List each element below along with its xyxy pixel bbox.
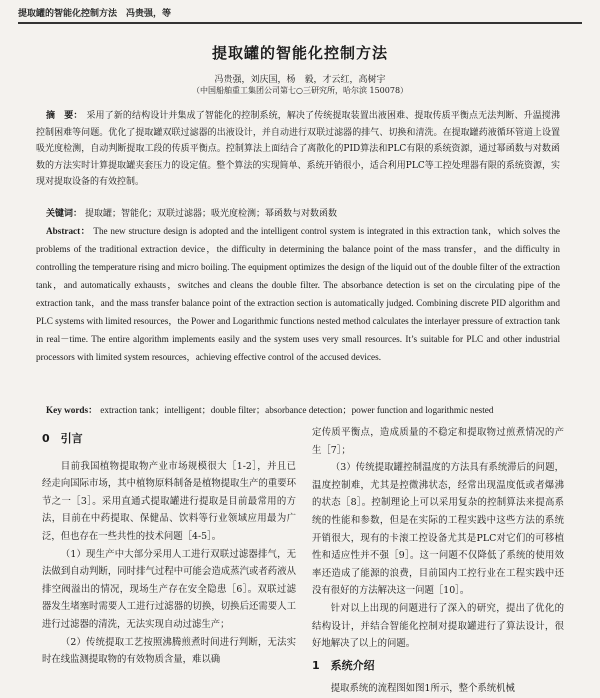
keywords-en-text: extraction tank；intelligent；double filter；absorbance detection；power function and logarithmic nested: [100, 405, 494, 415]
running-header: 提取罐的智能化控制方法 冯贵强，等: [18, 6, 582, 24]
system-paragraph-1: 提取系统的流程图如图1所示，整个系统机械: [330, 683, 515, 695]
intro-paragraph-1: 目前我国植物提取物产业市场规模很大［1-2］，并且已经走向国际市场，其中植物原料制备是植物提取生产的重要环节之一［3］。采用直通式提取罐进行提取是目前最常用的方法，目前在中药提取、保健品、饮料等行业领域应用最为广泛，但也存在一些共性的技术问题［4-5］。: [42, 460, 296, 542]
abstract-cn-label: 摘 要：: [46, 111, 83, 121]
paper-title: 提取罐的智能化控制方法: [211, 44, 388, 62]
intro-paragraph-3: （2）传统提取工艺按照沸腾煎煮时间进行判断，无法实时在线监测提取物的有效物质含量，难以确: [42, 636, 296, 666]
abstract-cn-text: 采用了新的结构设计并集成了智能化的控制系统，解决了传统提取装置出液困难、提取传质平衡点无法判断、升温搅沸控制困难等问题。优化了提取罐双联过滤器的出液设计，并自动进行双联过滤器的排气、切换和清洗。在提取罐药液循环管道上设置吸光度检测，自动判断提取工段的传质平衡点。控制算法上面结合了离散化的PID算法和PLC有限的系统资源，通过幂函数与对数函数的方法实时计算提取罐夹套压力的设定值。整个算法的实现简单、系统开销很小，适合利用PLC等工控处理器有限的系统资源，实现对提取设备的有效控制。: [36, 111, 560, 187]
section-heading-system: 1 系统介绍: [312, 658, 375, 672]
authors: 冯贵强，刘庆国，杨 毅，才云红，高树宇: [214, 75, 386, 85]
body-right-column: [312, 424, 564, 698]
keywords-cn-text: 提取罐；智能化；双联过滤器；吸光度检测；幂函数与对数函数: [85, 209, 338, 219]
keywords-en-label: Key words：: [46, 405, 98, 415]
intro-paragraph-2: （1）现生产中大部分采用人工进行双联过滤器排气，无法做到自动判断，同时排气过程中可能会造成蒸汽或者药液从排空阀溢出的情况，现场生产存在安全隐患［6］。双联过滤器发生堵塞时需要人工进行过滤器的切换，切换后还需要人工进行过滤器的清洗，无法实现自动过滤生产；: [42, 548, 296, 630]
affiliation: （中国船舶重工集团公司第七○三研究所，哈尔滨 150078）: [191, 86, 409, 95]
abstract-en: [36, 222, 560, 366]
intro-paragraph-4: （3）传统提取罐控制温度的方法具有系统滞后的问题，温度控制难，尤其是控微沸状态，经常出现温度低或者爆沸的状态［8］。控制理论上可以采用复杂的控制算法来提高系统的性能和参数，但是在实际的工程实践中这些方法的系统开销很大，现有的卡滚工控设备尤其是PLC对它们的可移植性和适应性并不强［9］。这一问题不仅降低了系统的使用效率还造成了能源的浪费，目前国内工控行业在工程实践中还没有很好的方法解决这一问题［10］。: [312, 462, 564, 597]
keywords-en: [36, 402, 560, 418]
intro-paragraph-5: 针对以上出现的问题进行了深入的研究，提出了优化的结构设计，并结合智能化控制对提取罐进行了算法设计，很好地解决了以上的问题。: [312, 602, 564, 650]
abstract-en-text: The new structure design is adopted and the intelligent control system is integrated in this extraction tank，which solves the problems of the traditional extraction device，the difficulty in determining the balance point of the mass transfer，and the difficulty in controlling the temperature rising and micro boiling. The equipment optimizes the design of the liquid out of the double filter of the extraction tank，and automatically exhausts，switches and cleans the double filter. The absorbance detection is set on the circulating pipe of the extraction tank，and the mass transfer balance point of the extraction section is automatically judged. Combining discrete PID algorithm and PLC systems with limited resources，the Power and Logarithmic functions nested method calculates the interlayer pressure of extraction tank in real－time. The entire algorithm implements easily and the system uses very small resources. It’s suitable for PLC and other industrial processors with limited system resources，achieving effective control of the accused devices.: [36, 226, 560, 362]
intro-paragraph-3-continued: 定传质平衡点，造成质量的不稳定和提取物过煎煮情况的产生［7］；: [312, 427, 564, 456]
keywords-cn-label: 关键词：: [46, 209, 83, 219]
body-left-column: [42, 430, 296, 669]
abstract-en-label: Abstract：: [46, 226, 91, 236]
keywords-cn: [36, 206, 560, 219]
section-heading-introduction: 0 引言: [42, 432, 83, 445]
abstract-cn: [36, 108, 560, 191]
